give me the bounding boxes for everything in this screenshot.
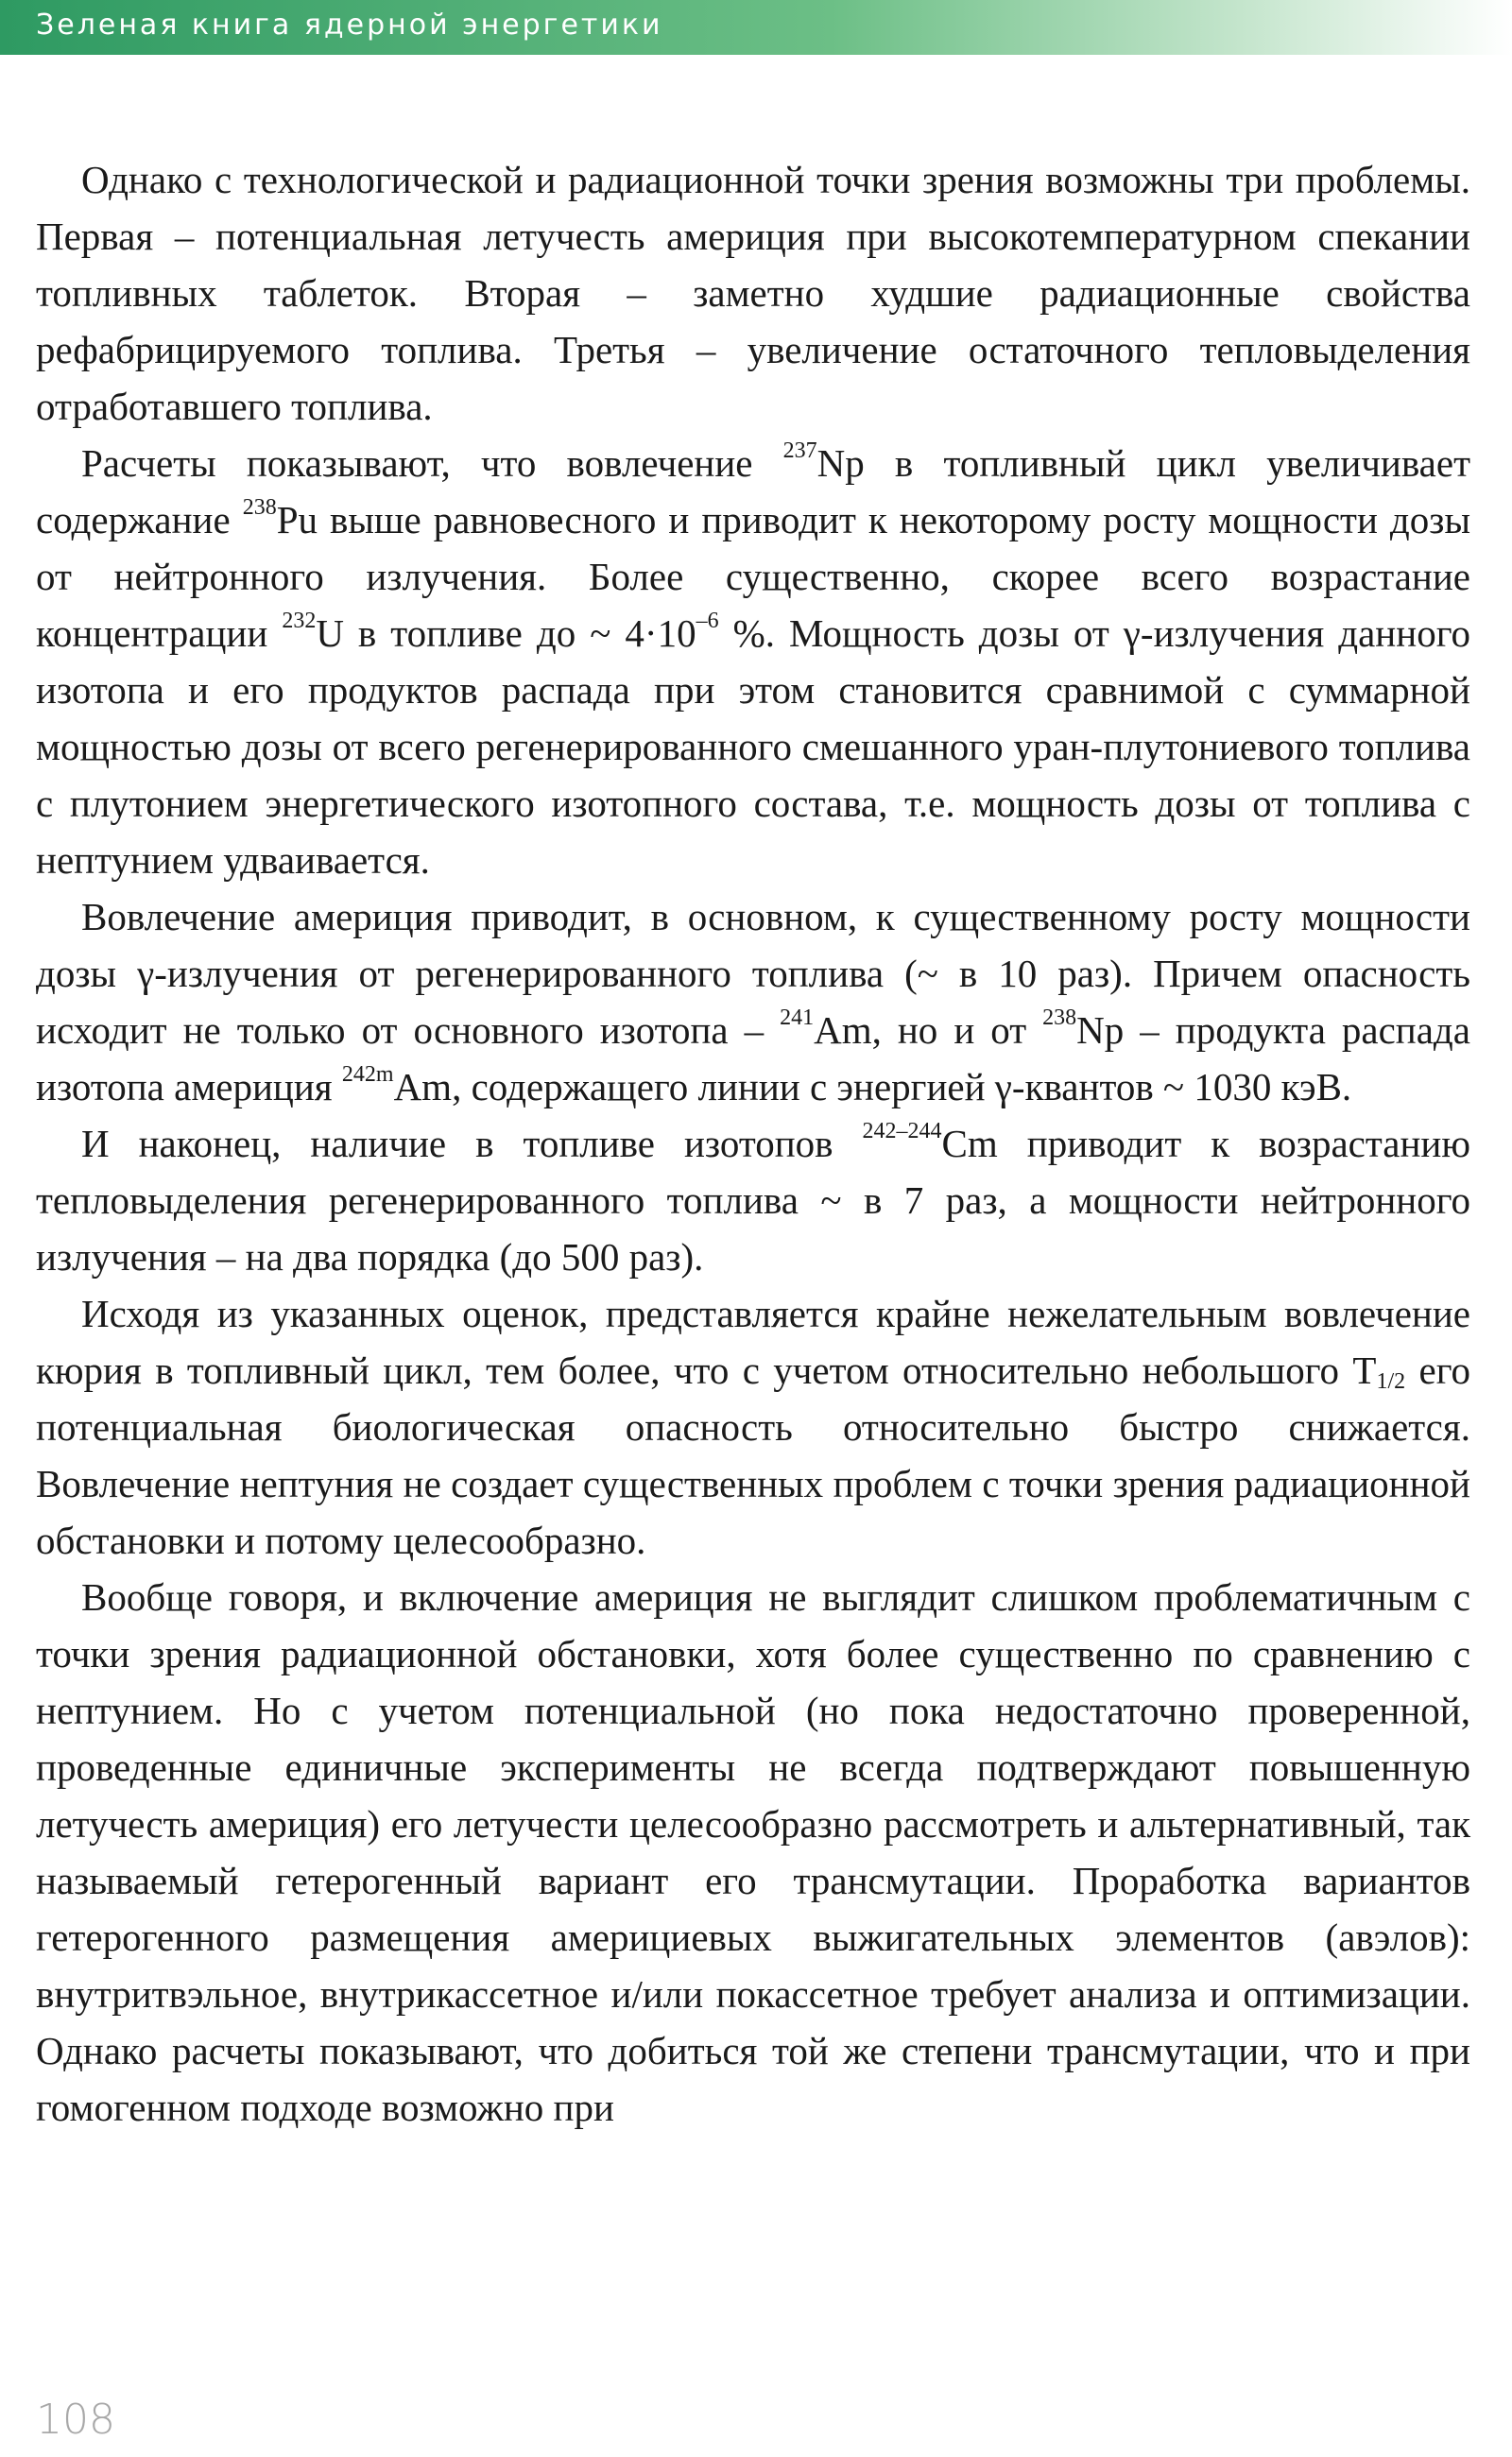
isotope-superscript: 237 [782, 438, 817, 463]
paragraph-text: Вообще говоря, и включение америция не выглядит слишком проблематичным с точки зрения радиационной обстановки, хотя более существенно по сравнению с нептунием. Но с учетом потенциальной (но пока недостаточно проверенной, проведенные единичные эксперименты не всегда подтверждают повышенную летучесть америция) его летучести целесообразно рассмотреть и альтернативный, так называемый гетерогенный вариант его трансмутации. Проработка вариантов гетерогенного размещения америциевых выжигательных элементов (авэлов): внутритвэльное, внутрикассетное и/или покассетное требует анализа и оптимизации. Однако расчеты показывают, что добиться той же степени трансмутации, что и при гомогенном подходе возможно при [36, 1575, 1470, 2129]
text-run: U в топливе до ~ 4·10 [316, 611, 696, 655]
text-run: %. Мощность дозы от γ-излучения данного изотопа и его продуктов распада при этом становится сравнимой с суммарной мощностью дозы от всего регенерированного смешанного уран-плутониевого топлива с плутонием энергетического изотопного состава, т.е. мощность дозы от топлива с нептунием удваивается. [36, 611, 1470, 882]
text-run: Расчеты показывают, что вовлечение [81, 441, 783, 485]
isotope-superscript: 238 [242, 495, 277, 520]
isotope-superscript: 241 [780, 1005, 815, 1030]
book-title: Зеленая книга ядерной энергетики [36, 9, 663, 42]
body-text [36, 151, 1470, 2136]
paragraph-text: Однако с технологической и радиационной точки зрения возможны три проблемы. Первая – потенциальная летучесть америция при высокотемпературном спекании топливных таблеток. Вторая – заметно худшие радиационные свойства рефабрицируемого топлива. Третья – увеличение остаточного тепловыделения отработавшего топлива. [36, 158, 1470, 428]
text-run: Pu выше равновесного и приводит к некоторому росту мощности дозы от нейтронного излучения. Более существенно, скорее всего возрастание концентрации [36, 498, 1470, 655]
isotope-superscript: 242–244 [862, 1119, 942, 1143]
header-bar [0, 0, 1512, 55]
text-run: Вовлечение америция приводит, в основном, к существенному росту мощности дозы γ-излучения от регенерированного топлива (~ в 10 раз). Причем опасность исходит не только от основного изотопа – [36, 895, 1470, 1052]
text-run: его потенциальная биологическая опасность относительно быстро снижается. Вовлечение нептуния не создает существенных проблем с точки зрения радиационной обстановки и потому целесообразно. [36, 1349, 1470, 1562]
exponent-superscript: –6 [696, 609, 719, 633]
paragraph-4 [36, 1115, 1470, 1285]
paragraph-6 [36, 1569, 1470, 2136]
paragraph-1 [36, 151, 1470, 435]
text-run: Am, но и от [814, 1008, 1043, 1052]
text-run: Cm приводит к возрастанию тепловыделения регенерированного топлива ~ в 7 раз, а мощности нейтронного излучения – на два порядка (до 500 раз). [36, 1122, 1470, 1279]
text-run: Np – продукта распада изотопа америция [36, 1008, 1470, 1108]
page-number: 108 [36, 2396, 115, 2444]
isotope-superscript: 238 [1042, 1005, 1077, 1030]
half-life-subscript: 1/2 [1376, 1369, 1406, 1394]
text-run: Am, содержащего линии с энергией γ-квантов ~ 1030 кэВ. [393, 1065, 1352, 1108]
isotope-superscript: 242m [341, 1062, 394, 1087]
isotope-superscript: 232 [282, 609, 317, 633]
paragraph-2 [36, 435, 1470, 888]
paragraph-5 [36, 1285, 1470, 1569]
text-run: Исходя из указанных оценок, представляется крайне нежелательным вовлечение кюрия в топливный цикл, тем более, что с учетом относительно небольшого T [36, 1292, 1470, 1392]
paragraph-3 [36, 888, 1470, 1115]
text-run: Np в топливный цикл увеличивает содержание [36, 441, 1470, 541]
text-run: И наконец, наличие в топливе изотопов [81, 1122, 863, 1165]
